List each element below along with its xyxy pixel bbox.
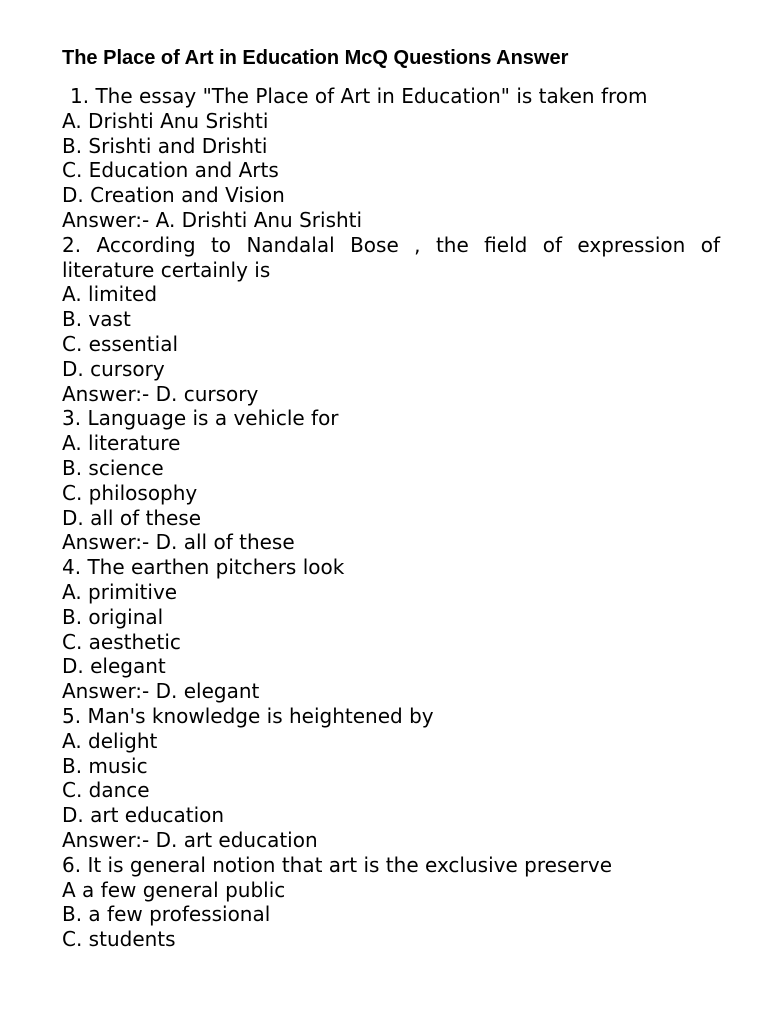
option-b: B. Srishti and Drishti — [62, 133, 268, 158]
option-a: A. literature — [62, 431, 181, 456]
question-text: 1. The essay "The Place of Art in Education" is taken from — [70, 84, 648, 108]
option-a: A. primitive — [62, 579, 178, 604]
question-text: 3. Language is a vehicle for — [62, 406, 339, 431]
option-d: D. art education — [62, 803, 225, 828]
option-c: C. dance — [62, 778, 150, 803]
option-b: B. a few professional — [62, 902, 271, 927]
document-title: The Place of Art in Education McQ Questions Answer — [62, 47, 569, 69]
answer-line: Answer:- D. all of these — [62, 530, 295, 555]
option-b: B. vast — [62, 307, 131, 332]
question-block-3 — [62, 406, 720, 555]
option-d: D. Creation and Vision — [62, 183, 285, 208]
option-d: D. all of these — [62, 505, 202, 530]
question-block-2 — [62, 233, 720, 407]
option-b: B. original — [62, 604, 164, 629]
question-text: 6. It is general notion that art is the exclusive preserve — [62, 852, 612, 877]
option-c: C. aesthetic — [62, 629, 181, 654]
option-b: B. science — [62, 455, 164, 480]
question-text: 2. According to Nandalal Bose , the field of expression of literature certainly is — [62, 232, 720, 282]
answer-line: Answer:- D. elegant — [62, 679, 260, 704]
question-text: 5. Man's knowledge is heightened by — [62, 703, 434, 728]
question-block-4 — [62, 555, 720, 704]
option-c: C. students — [62, 927, 176, 952]
option-c: C. Education and Arts — [62, 158, 279, 183]
question-text: 4. The earthen pitchers look — [62, 555, 345, 580]
answer-line: Answer:- D. art education — [62, 827, 318, 852]
option-b: B. music — [62, 753, 148, 778]
option-a: A. limited — [62, 282, 158, 307]
option-a: A a few general public — [62, 877, 286, 902]
answer-line: Answer:- A. Drishti Anu Srishti — [62, 207, 363, 232]
question-block-6 — [62, 853, 720, 952]
option-c: C. philosophy — [62, 480, 198, 505]
option-d: D. elegant — [62, 654, 166, 679]
option-a: A. delight — [62, 728, 158, 753]
option-d: D. cursory — [62, 356, 165, 381]
option-a: A. Drishti Anu Srishti — [62, 108, 269, 133]
document-page — [62, 44, 720, 952]
question-block-1 — [62, 84, 720, 233]
answer-line: Answer:- D. cursory — [62, 381, 259, 406]
question-block-5 — [62, 704, 720, 853]
option-c: C. essential — [62, 331, 179, 356]
